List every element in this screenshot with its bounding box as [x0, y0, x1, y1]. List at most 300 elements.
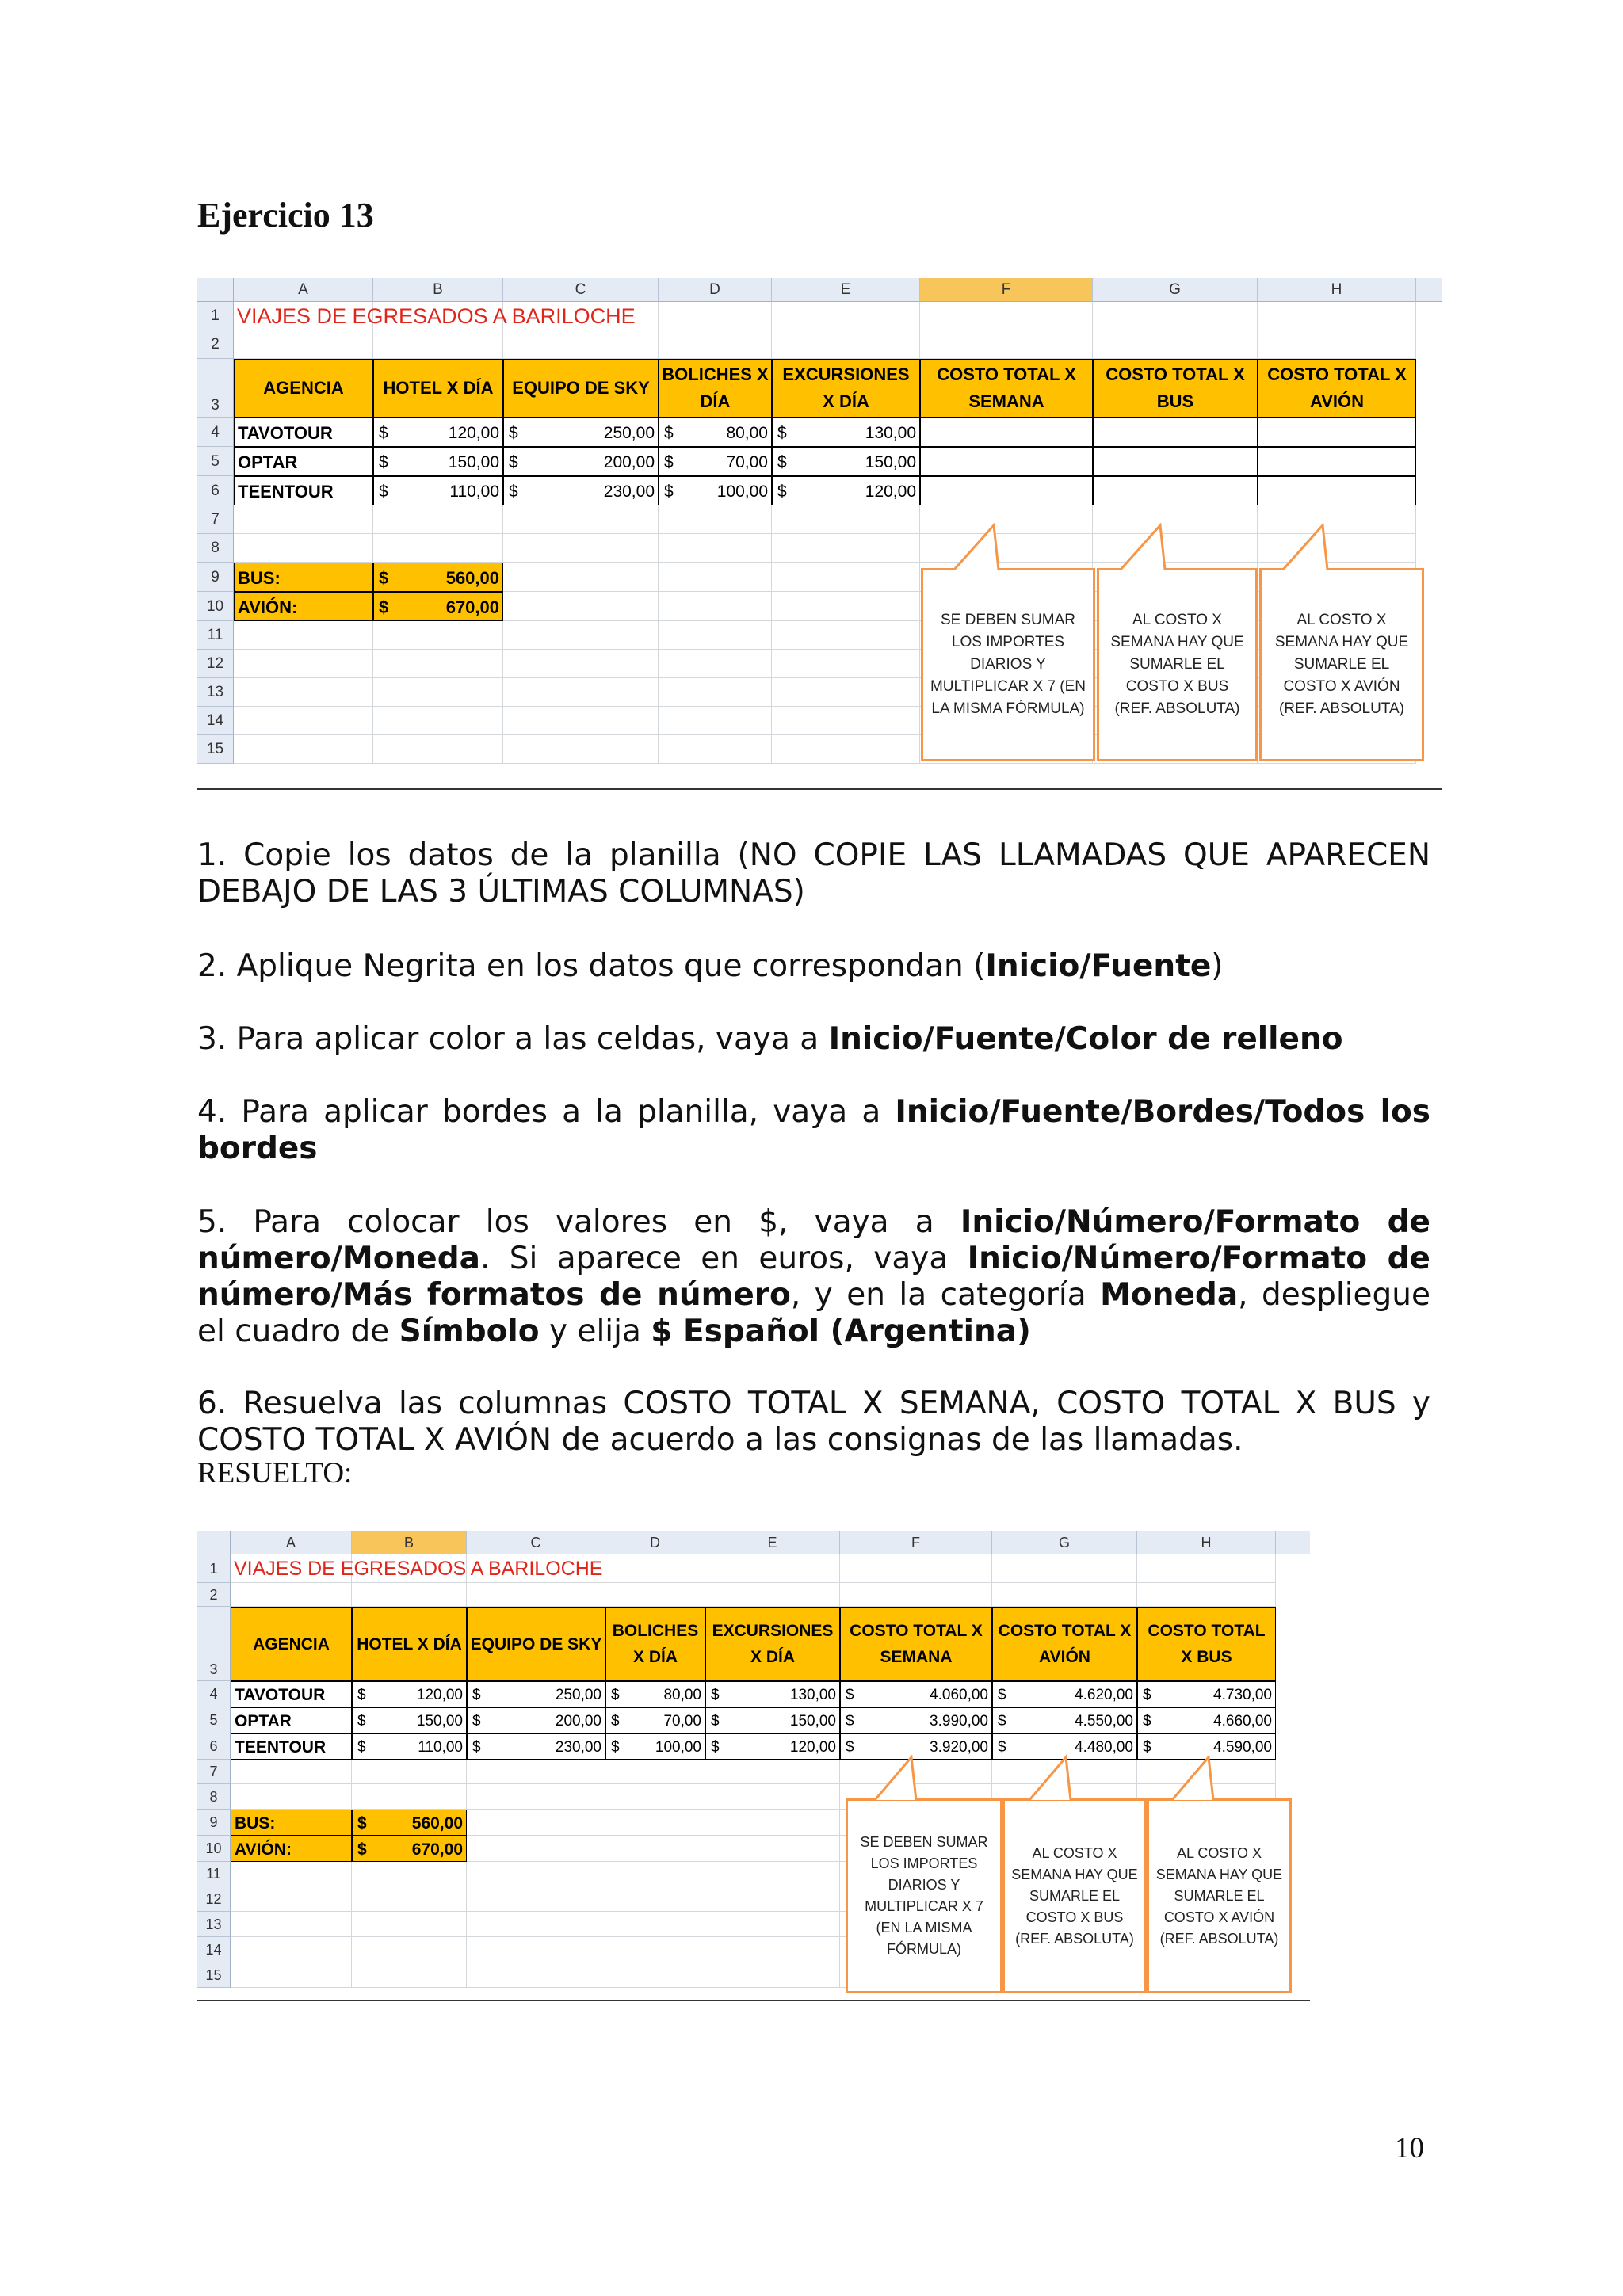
- amount: 670,00: [445, 597, 499, 617]
- bus-total-cell: [1137, 1733, 1276, 1760]
- grid-cell: [772, 592, 920, 621]
- row-header-1[interactable]: 1: [197, 302, 234, 330]
- spreadsheet-solved: [197, 1531, 1310, 2001]
- currency-symbol: $: [472, 1739, 481, 1756]
- row-header-14[interactable]: 14: [197, 707, 234, 735]
- currency-symbol: $: [777, 424, 787, 442]
- grid-cell: [352, 1583, 467, 1607]
- currency-symbol: $: [509, 453, 518, 471]
- row-header-2[interactable]: 2: [197, 1583, 231, 1607]
- grid-cell: [772, 563, 920, 592]
- currency-symbol: $: [379, 424, 388, 442]
- agency-cell: TEENTOUR: [234, 476, 373, 505]
- instruction-3-path: Inicio/Fuente/Color de relleno: [828, 1021, 1343, 1057]
- grid-cell: [503, 534, 659, 563]
- amount: 110,00: [449, 482, 499, 501]
- grid-cell: [605, 1760, 705, 1784]
- column-header-g[interactable]: G: [992, 1531, 1137, 1554]
- grid-cell: [1137, 1554, 1276, 1583]
- grid-cell: [373, 534, 503, 563]
- grid-cell: [231, 1760, 352, 1784]
- empty-total-cell: [1258, 418, 1416, 447]
- amount: 4.550,00: [1075, 1713, 1133, 1730]
- amount: 120,00: [448, 424, 499, 442]
- amount: 670,00: [411, 1840, 463, 1859]
- currency-symbol: $: [846, 1739, 854, 1756]
- avion-total-cell: [992, 1707, 1137, 1733]
- row-header-13[interactable]: 13: [197, 1912, 231, 1937]
- row-header-3[interactable]: 3: [197, 1607, 231, 1681]
- instruction-2: [197, 948, 1430, 985]
- column-header-h[interactable]: H: [1137, 1531, 1276, 1554]
- grid-cell: [659, 534, 772, 563]
- callout-pointer-2: [1029, 1757, 1093, 1813]
- column-header-extra: [1416, 278, 1442, 302]
- agency-cell: TAVOTOUR: [234, 418, 373, 447]
- grid-cell: [352, 1862, 467, 1886]
- resuelto-label: RESUELTO:: [197, 1457, 353, 1489]
- header-1: HOTEL X DÍA: [352, 1607, 467, 1681]
- avion-value-cell: [373, 592, 503, 621]
- callout-1: SE DEBEN SUMAR LOS IMPORTES DIARIOS Y MULTIPLICAR X 7 (EN LA MISMA FÓRMULA): [921, 568, 1095, 761]
- grid-cell: [352, 1784, 467, 1810]
- currency-symbol: $: [472, 1687, 481, 1703]
- instruction-5-category: Moneda: [1100, 1277, 1239, 1313]
- row-header-7[interactable]: 7: [197, 1760, 231, 1784]
- grid-cell: [467, 1962, 605, 1988]
- grid-cell: [705, 1912, 840, 1937]
- column-header-b[interactable]: B: [352, 1531, 467, 1554]
- grid-cell: [352, 1886, 467, 1912]
- row-header-15[interactable]: 15: [197, 735, 234, 764]
- select-all-corner: [197, 278, 234, 302]
- amount: 150,00: [448, 453, 499, 471]
- excursiones-cell: [705, 1707, 840, 1733]
- currency-symbol: $: [711, 1713, 720, 1730]
- excursiones-cell: [772, 476, 920, 505]
- grid-cell: [772, 678, 920, 707]
- row-header-8[interactable]: 8: [197, 534, 234, 563]
- column-header-b[interactable]: B: [373, 278, 503, 302]
- amount: 4.060,00: [930, 1687, 988, 1703]
- row-header-5[interactable]: 5: [197, 1707, 231, 1733]
- grid-cell: [503, 505, 659, 534]
- spreadsheet-exercise: [197, 278, 1442, 790]
- currency-symbol: $: [357, 1687, 366, 1703]
- row-header-10[interactable]: 10: [197, 592, 234, 621]
- grid-cell: [234, 707, 373, 735]
- currency-symbol: $: [611, 1739, 620, 1756]
- column-header-d[interactable]: D: [659, 278, 772, 302]
- grid-cell: [772, 621, 920, 650]
- agency-cell: TEENTOUR: [231, 1733, 352, 1760]
- row-header-5[interactable]: 5: [197, 447, 234, 476]
- excursiones-cell: [705, 1681, 840, 1707]
- bus-value-cell: [352, 1810, 467, 1836]
- grid-cell: [1093, 330, 1258, 359]
- row-header-9[interactable]: 9: [197, 1810, 231, 1836]
- row-header-13[interactable]: 13: [197, 678, 234, 707]
- grid-cell: [1258, 330, 1416, 359]
- grid-cell: [503, 621, 659, 650]
- currency-symbol: $: [357, 1840, 367, 1859]
- header-2: EQUIPO DE SKY: [467, 1607, 605, 1681]
- grid-cell: [503, 735, 659, 764]
- grid-cell: [467, 1760, 605, 1784]
- callout-2: AL COSTO X SEMANA HAY QUE SUMARLE EL COSTO X BUS (REF. ABSOLUTA): [1097, 568, 1258, 761]
- row-header-1[interactable]: 1: [197, 1554, 231, 1583]
- callout-pointer-1: [875, 1757, 938, 1813]
- grid-cell: [467, 1836, 605, 1862]
- callout-pointer-1: [954, 525, 1018, 581]
- header-7: COSTO TOTAL X BUS: [1137, 1607, 1276, 1681]
- grid-cell: [503, 650, 659, 678]
- instruction-5-text-c: . Si aparece en euros, vaya: [479, 1241, 968, 1276]
- grid-cell: [705, 1962, 840, 1988]
- hotel-cell: [352, 1707, 467, 1733]
- empty-total-cell: [1093, 418, 1258, 447]
- currency-symbol: $: [379, 453, 388, 471]
- grid-cell: [503, 563, 659, 592]
- grid-cell: [920, 330, 1093, 359]
- currency-symbol: $: [998, 1687, 1006, 1703]
- instruction-5: [197, 1204, 1430, 1350]
- excursiones-cell: [772, 447, 920, 476]
- grid-cell: [234, 650, 373, 678]
- currency-symbol: $: [1143, 1687, 1151, 1703]
- amount: 230,00: [555, 1739, 601, 1756]
- grid-cell: [605, 1862, 705, 1886]
- grid-cell: [234, 505, 373, 534]
- grid-cell: [373, 650, 503, 678]
- row-header-6[interactable]: 6: [197, 476, 234, 505]
- grid-cell: [772, 505, 920, 534]
- avion-total-cell: [992, 1733, 1137, 1760]
- semana-cell: [840, 1707, 992, 1733]
- grid-cell: [705, 1583, 840, 1607]
- amount: 4.590,00: [1213, 1739, 1272, 1756]
- grid-cell: [467, 1862, 605, 1886]
- grid-cell: [772, 735, 920, 764]
- grid-cell: [772, 650, 920, 678]
- currency-symbol: $: [509, 482, 518, 501]
- grid-cell: [659, 650, 772, 678]
- empty-total-cell: [1258, 447, 1416, 476]
- grid-cell: [605, 1836, 705, 1862]
- callout-2: AL COSTO X SEMANA HAY QUE SUMARLE EL COSTO X BUS (REF. ABSOLUTA): [1002, 1798, 1147, 1993]
- row-header-4[interactable]: 4: [197, 418, 234, 447]
- grid-cell: [231, 1962, 352, 1988]
- currency-symbol: $: [998, 1739, 1006, 1756]
- grid-cell: [772, 302, 920, 330]
- callout-3: AL COSTO X SEMANA HAY QUE SUMARLE EL COSTO X AVIÓN (REF. ABSOLUTA): [1259, 568, 1424, 761]
- amount: 130,00: [789, 1687, 836, 1703]
- grid-cell: [605, 1810, 705, 1836]
- row-header-7[interactable]: 7: [197, 505, 234, 534]
- sky-cell: [467, 1707, 605, 1733]
- column-header-d[interactable]: D: [605, 1531, 705, 1554]
- header-4: EXCURSIONES X DÍA: [705, 1607, 840, 1681]
- grid-cell: [705, 1784, 840, 1810]
- grid-cell: [1137, 1583, 1276, 1607]
- currency-symbol: $: [1143, 1713, 1151, 1730]
- instruction-2-text: 2. Aplique Negrita en los datos que correspondan (: [197, 948, 986, 984]
- grid-cell: [373, 678, 503, 707]
- amount: 80,00: [726, 424, 768, 442]
- sky-cell: [467, 1681, 605, 1707]
- row-header-12[interactable]: 12: [197, 1886, 231, 1912]
- row-header-9[interactable]: 9: [197, 563, 234, 592]
- grid-cell: [659, 735, 772, 764]
- row-header-11[interactable]: 11: [197, 1862, 231, 1886]
- grid-cell: [840, 1583, 992, 1607]
- row-header-3[interactable]: 3: [197, 359, 234, 418]
- grid-cell: [659, 563, 772, 592]
- column-header-g[interactable]: G: [1093, 278, 1258, 302]
- instruction-5-text-g: , despliegue el cuadro de: [197, 1277, 1430, 1349]
- currency-symbol: $: [846, 1713, 854, 1730]
- currency-symbol: $: [846, 1687, 854, 1703]
- column-header-e[interactable]: E: [705, 1531, 840, 1554]
- column-header-f[interactable]: F: [840, 1531, 992, 1554]
- column-header-a[interactable]: A: [231, 1531, 352, 1554]
- instruction-5-path-a: Inicio/Número/Formato de número/Moneda: [197, 1204, 1431, 1276]
- row-header-12[interactable]: 12: [197, 650, 234, 678]
- column-header-c[interactable]: C: [467, 1531, 605, 1554]
- grid-cell: [467, 1784, 605, 1810]
- callout-1: SE DEBEN SUMAR LOS IMPORTES DIARIOS Y MULTIPLICAR X 7 (EN LA MISMA FÓRMULA): [846, 1798, 1002, 1993]
- header-5: COSTO TOTAL X SEMANA: [920, 359, 1093, 418]
- column-header-a[interactable]: A: [234, 278, 373, 302]
- grid-cell: [705, 1760, 840, 1784]
- amount: 120,00: [865, 482, 916, 501]
- header-5: COSTO TOTAL X SEMANA: [840, 1607, 992, 1681]
- grid-cell: [503, 592, 659, 621]
- semana-cell: [840, 1681, 992, 1707]
- amount: 150,00: [865, 453, 916, 471]
- instruction-4: [197, 1094, 1430, 1167]
- instruction-5-text-e: , y en la categoría: [790, 1277, 1101, 1313]
- sky-cell: [467, 1733, 605, 1760]
- instruction-2-path: Inicio/Fuente: [985, 948, 1212, 984]
- amount: 560,00: [445, 568, 499, 588]
- hotel-cell: [373, 447, 503, 476]
- grid-cell: [231, 1912, 352, 1937]
- instruction-4-path: Inicio/Fuente/Bordes/Todos los bordes: [197, 1094, 1430, 1166]
- instruction-6: 6. Resuelva las columnas COSTO TOTAL X SEMANA, COSTO TOTAL X BUS y COSTO TOTAL X AVIÓN de acuerdo a las consignas de las llamadas.: [197, 1386, 1430, 1458]
- boliches-cell: [605, 1707, 705, 1733]
- currency-symbol: $: [379, 597, 389, 617]
- row-header-10[interactable]: 10: [197, 1836, 231, 1862]
- instruction-5-choice: $ Español (Argentina): [651, 1314, 1031, 1349]
- column-header-extra: [1276, 1531, 1310, 1554]
- grid-cell: [772, 534, 920, 563]
- amount: 100,00: [655, 1739, 701, 1756]
- amount: 230,00: [603, 482, 655, 501]
- grid-cell: [231, 1784, 352, 1810]
- boliches-cell: [659, 418, 772, 447]
- avion-label-cell: AVIÓN:: [231, 1836, 352, 1862]
- sky-cell: [503, 476, 659, 505]
- amount: 130,00: [865, 424, 916, 442]
- bus-total-cell: [1137, 1681, 1276, 1707]
- grid-cell: [231, 1937, 352, 1962]
- grid-cell: [605, 1912, 705, 1937]
- grid-cell: [467, 1810, 605, 1836]
- row-header-6[interactable]: 6: [197, 1733, 231, 1760]
- grid-cell: [234, 735, 373, 764]
- grid-cell: [373, 505, 503, 534]
- header-2: EQUIPO DE SKY: [503, 359, 659, 418]
- amount: 100,00: [716, 482, 768, 501]
- grid-cell: [705, 1862, 840, 1886]
- amount: 150,00: [789, 1713, 836, 1730]
- header-3: BOLICHES X DÍA: [605, 1607, 705, 1681]
- sheet-title: VIAJES DE EGRESADOS A BARILOCHE: [234, 1558, 603, 1580]
- agency-cell: TAVOTOUR: [231, 1681, 352, 1707]
- currency-symbol: $: [711, 1739, 720, 1756]
- grid-cell: [659, 707, 772, 735]
- header-3: BOLICHES X DÍA: [659, 359, 772, 418]
- column-header-f[interactable]: F: [920, 278, 1093, 302]
- amount: 4.480,00: [1075, 1739, 1133, 1756]
- grid-cell: [1093, 302, 1258, 330]
- instruction-5-text-a: 5. Para colocar los valores en $, vaya a: [197, 1204, 960, 1240]
- row-header-15[interactable]: 15: [197, 1962, 231, 1988]
- currency-symbol: $: [509, 424, 518, 442]
- column-header-c[interactable]: C: [503, 278, 659, 302]
- hotel-cell: [373, 418, 503, 447]
- column-header-e[interactable]: E: [772, 278, 920, 302]
- grid-cell: [231, 1886, 352, 1912]
- grid-cell: [605, 1886, 705, 1912]
- header-7: COSTO TOTAL X AVIÓN: [1258, 359, 1416, 418]
- grid-cell: [467, 1583, 605, 1607]
- page-number: 10: [1395, 2132, 1424, 2164]
- currency-symbol: $: [664, 482, 674, 501]
- currency-symbol: $: [357, 1739, 366, 1756]
- header-4: EXCURSIONES X DÍA: [772, 359, 920, 418]
- grid-cell: [659, 592, 772, 621]
- instruction-3-text: 3. Para aplicar color a las celdas, vaya a: [197, 1021, 829, 1057]
- grid-cell: [231, 1583, 352, 1607]
- row-header-14[interactable]: 14: [197, 1937, 231, 1962]
- instruction-3: [197, 1021, 1430, 1058]
- grid-cell: [234, 678, 373, 707]
- currency-symbol: $: [357, 1814, 367, 1833]
- grid-cell: [467, 1937, 605, 1962]
- grid-cell: [659, 621, 772, 650]
- excursiones-cell: [705, 1733, 840, 1760]
- semana-cell: [840, 1733, 992, 1760]
- grid-cell: [659, 505, 772, 534]
- exercise-heading: Ejercicio 13: [197, 196, 374, 235]
- empty-total-cell: [920, 476, 1093, 505]
- boliches-cell: [659, 476, 772, 505]
- amount: 4.730,00: [1213, 1687, 1272, 1703]
- grid-cell: [234, 330, 373, 359]
- grid-cell: [373, 735, 503, 764]
- amount: 80,00: [663, 1687, 701, 1703]
- currency-symbol: $: [711, 1687, 720, 1703]
- grid-cell: [373, 621, 503, 650]
- grid-cell: [467, 1886, 605, 1912]
- row-header-8[interactable]: 8: [197, 1784, 231, 1810]
- amount: 70,00: [663, 1713, 701, 1730]
- grid-cell: [705, 1810, 840, 1836]
- amount: 70,00: [726, 453, 768, 471]
- grid-cell: [705, 1836, 840, 1862]
- amount: 3.990,00: [930, 1713, 988, 1730]
- row-header-4[interactable]: 4: [197, 1681, 231, 1707]
- boliches-cell: [659, 447, 772, 476]
- grid-cell: [705, 1937, 840, 1962]
- empty-total-cell: [920, 418, 1093, 447]
- column-header-h[interactable]: H: [1258, 278, 1416, 302]
- grid-cell: [772, 330, 920, 359]
- grid-cell: [231, 1862, 352, 1886]
- header-6: COSTO TOTAL X AVIÓN: [992, 1607, 1137, 1681]
- callout-pointer-3: [1172, 1757, 1235, 1813]
- agency-cell: OPTAR: [234, 447, 373, 476]
- header-0: AGENCIA: [231, 1607, 352, 1681]
- grid-cell: [234, 621, 373, 650]
- avion-total-cell: [992, 1681, 1137, 1707]
- grid-cell: [503, 330, 659, 359]
- amount: 250,00: [555, 1687, 601, 1703]
- amount: 110,00: [418, 1739, 463, 1756]
- currency-symbol: $: [611, 1713, 620, 1730]
- boliches-cell: [605, 1681, 705, 1707]
- avion-label-cell: AVIÓN:: [234, 592, 373, 621]
- header-1: HOTEL X DÍA: [373, 359, 503, 418]
- grid-cell: [605, 1937, 705, 1962]
- currency-symbol: $: [357, 1713, 366, 1730]
- bus-label-cell: BUS:: [234, 563, 373, 592]
- instruction-1: 1. Copie los datos de la planilla (NO COPIE LAS LLAMADAS QUE APARECEN DEBAJO DE LAS 3 ÚLTIMAS COLUMNAS): [197, 837, 1430, 910]
- amount: 4.620,00: [1075, 1687, 1133, 1703]
- sheet-title: VIAJES DE EGRESADOS A BARILOCHE: [237, 304, 636, 328]
- header-6: COSTO TOTAL X BUS: [1093, 359, 1258, 418]
- amount: 3.920,00: [930, 1739, 988, 1756]
- grid-cell: [1258, 302, 1416, 330]
- excursiones-cell: [772, 418, 920, 447]
- empty-total-cell: [1093, 476, 1258, 505]
- hotel-cell: [373, 476, 503, 505]
- callout-pointer-3: [1283, 525, 1346, 581]
- hotel-cell: [352, 1733, 467, 1760]
- row-header-2[interactable]: 2: [197, 330, 234, 359]
- hotel-cell: [352, 1681, 467, 1707]
- grid-cell: [772, 707, 920, 735]
- instruction-5-path-b: Inicio/Número/Formato de número/Más formatos de número: [197, 1241, 1430, 1313]
- agency-cell: OPTAR: [231, 1707, 352, 1733]
- currency-symbol: $: [472, 1713, 481, 1730]
- currency-symbol: $: [664, 424, 674, 442]
- grid-cell: [352, 1912, 467, 1937]
- amount: 200,00: [603, 453, 655, 471]
- empty-total-cell: [920, 447, 1093, 476]
- select-all-corner: [197, 1531, 231, 1554]
- grid-cell: [840, 1554, 992, 1583]
- row-header-11[interactable]: 11: [197, 621, 234, 650]
- grid-cell: [659, 330, 772, 359]
- empty-total-cell: [1093, 447, 1258, 476]
- empty-total-cell: [1258, 476, 1416, 505]
- bus-value-cell: [373, 563, 503, 592]
- sky-cell: [503, 447, 659, 476]
- grid-cell: [605, 1583, 705, 1607]
